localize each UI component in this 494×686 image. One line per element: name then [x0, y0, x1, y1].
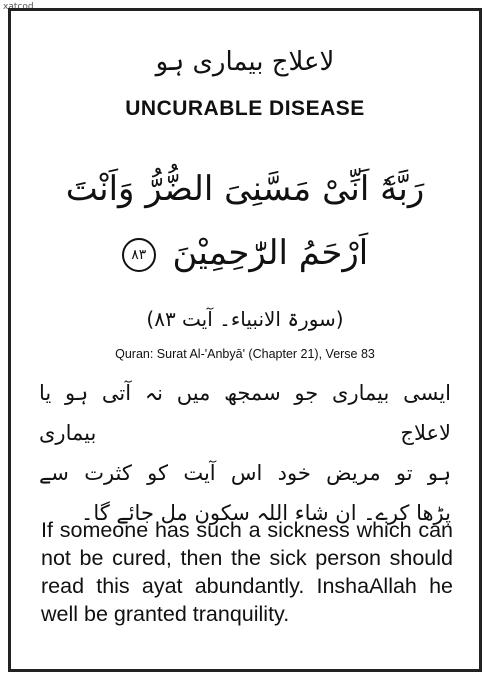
ayah-number-marker: ٨٣ — [122, 238, 156, 272]
english-body: If someone has such a sickness which can not be cured, then the sick person should read this ayat abundantly. InshaAllah he well be granted tranquility. — [41, 518, 453, 626]
arabic-verse — [35, 157, 455, 285]
urdu-body-line: پڑھا کرے۔ ان شاء اللہ سکون مل جائے گا۔ — [81, 501, 451, 525]
urdu-title: لاعلاج بیماری ہو — [155, 47, 335, 77]
urdu-body-line: ہو تو مریض خود اس آیت کو کثرت سے — [39, 461, 451, 485]
urdu-body-line: ایسی بیماری جو سمجھ میں نہ آتی ہو یا لاعلاج بیماری — [39, 381, 451, 445]
watermark-text: xatcod — [3, 2, 34, 12]
dua-card — [8, 8, 482, 672]
arabic-verse-text: رَبَّهٗٓ اَنِّیْ مَسَّنِیَ الضُّرُّ وَاَنْتَ اَرْحَمُ الرّٰحِمِیْنَ — [65, 169, 425, 273]
urdu-body — [39, 373, 451, 533]
english-title: UNCURABLE DISEASE — [125, 97, 365, 120]
english-reference: Quran: Surat Al-'Anbyā' (Chapter 21), Verse 83 — [115, 347, 375, 361]
surah-reference-urdu: (سورۃ الانبیاء۔ آیت ٨٣) — [146, 307, 344, 331]
